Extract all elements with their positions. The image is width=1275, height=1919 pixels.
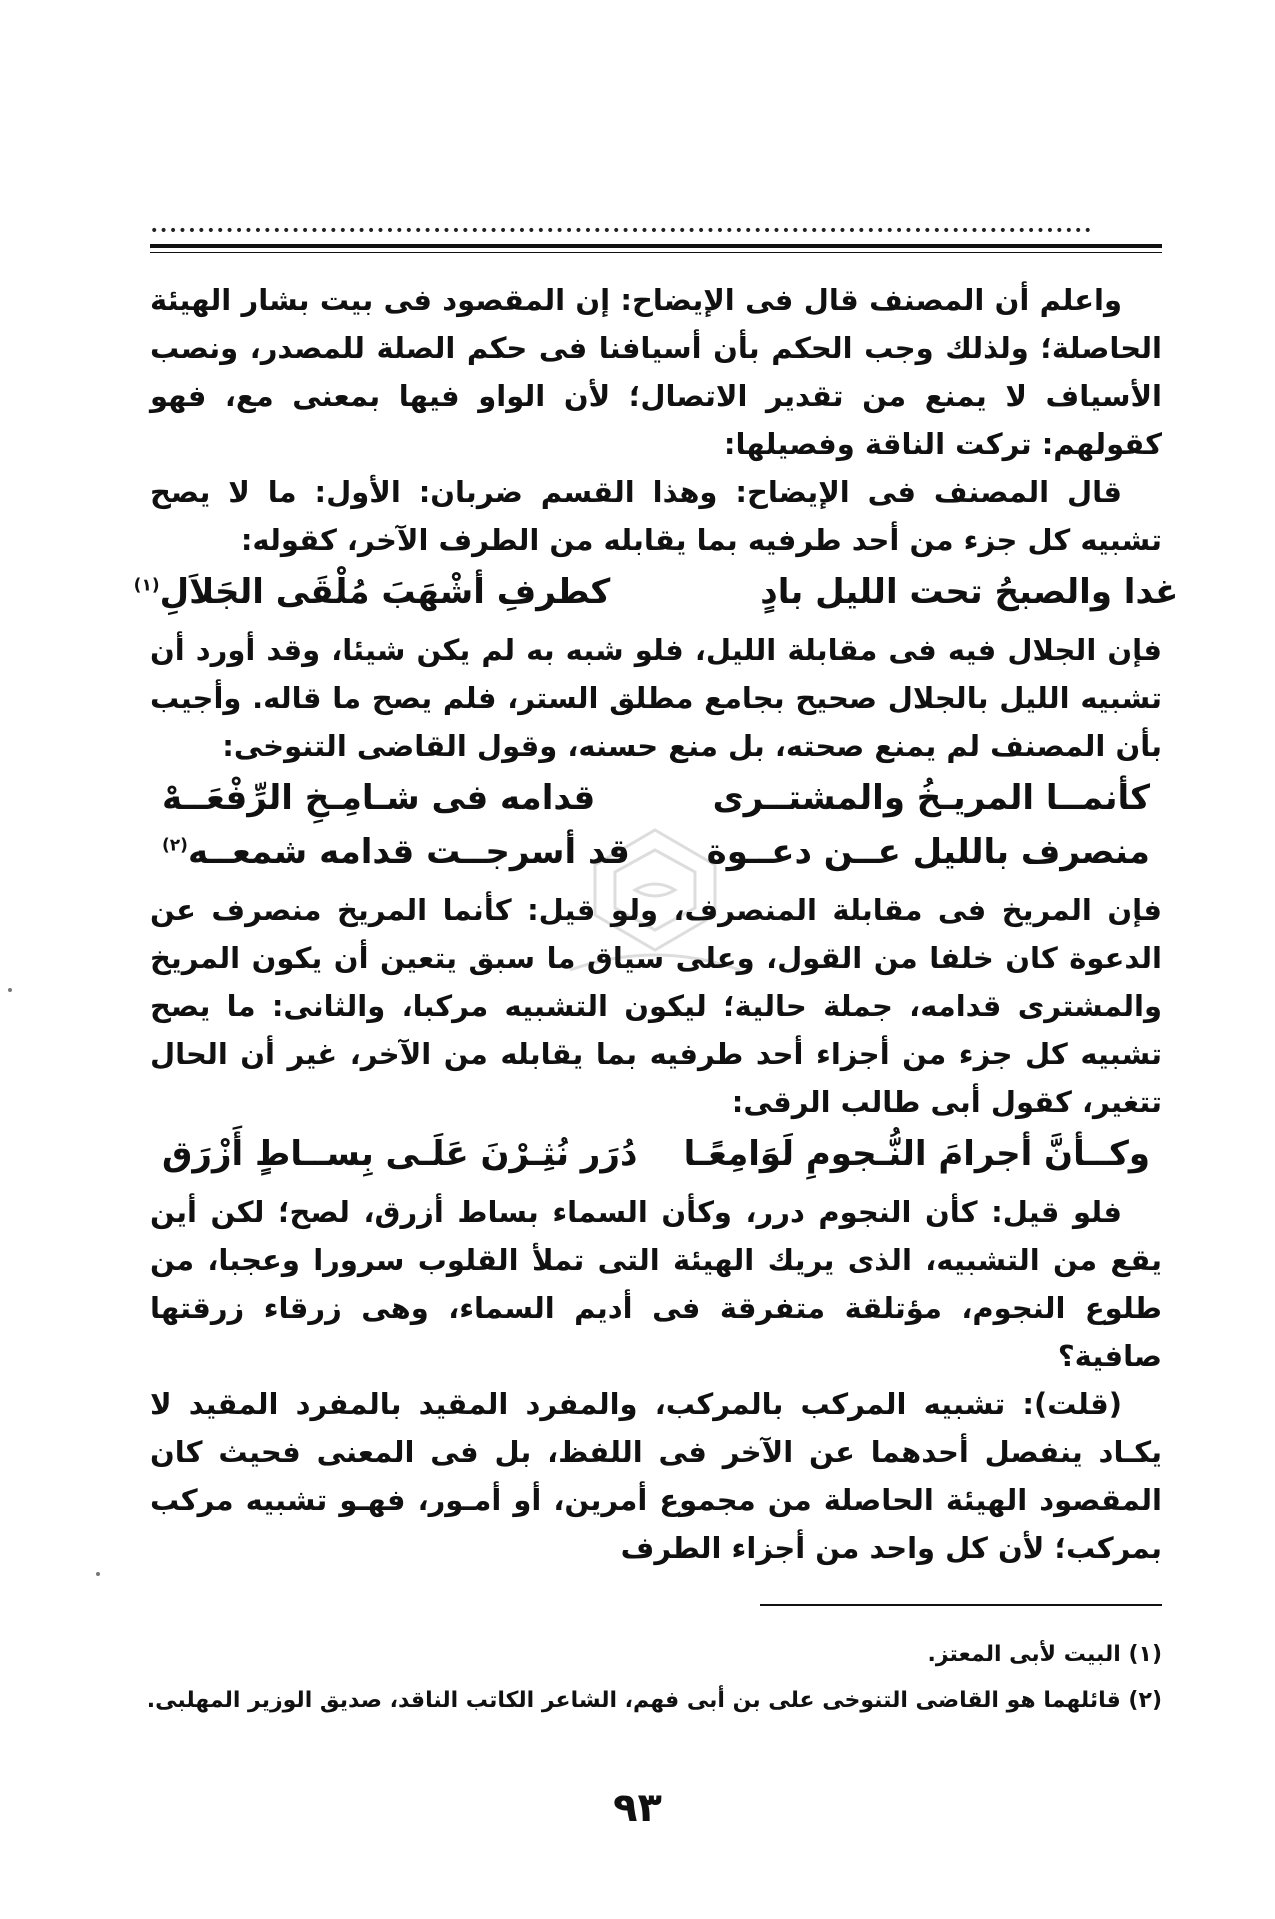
scan-speck [8, 988, 12, 992]
verse-2 [150, 778, 1162, 818]
verse-1-first-hemistich: غدا والصبحُ تحت الليل بادٍ [760, 572, 1179, 612]
verse-2-second-hemistich: قدامه فى شـامِـخِ الرِّفْعَــهْ [162, 778, 596, 818]
verse-1 [133, 572, 1179, 612]
verse-1-second-hemistich: كطرفِ أشْهَبَ مُلْقَى الجَلاَلِ$^{(١)}$ [133, 572, 611, 612]
footnotes [146, 1632, 1162, 1724]
paragraph-6: (قلت): تشبيه المركب بالمركب، والمفرد المقيد بالمفرد المقيد لا يكـاد ينفصل أحدهما عن الآخر فى اللفظ، بل فى المعنى فحيث كان المقصود الهيئة الحاصلة من مجموع أمرين، أو أمـور، فهـو تشبيه مركب بمركب؛ لأن كل واحد من أجزاء الطرف [150, 1387, 1162, 1565]
paragraph-2: قال المصنف فى الإيضاح: وهذا القسم ضربان: الأول: ما لا يصح تشبيه كل جزء من أحد طرفيه بما يقابله من الطرف الآخر، كقوله: [150, 475, 1162, 557]
footnote-2: (٢) قائلهما هو القاضى التنوخى على بن أبى فهم، الشاعر الكاتب الناقد، صديق الوزير المهلبى. [146, 1688, 1162, 1713]
verse-3 [150, 832, 1162, 872]
footnote-marker-2: (٢) [162, 835, 188, 856]
header-rule-thin [150, 252, 1162, 253]
paragraph-5: فلو قيل: كأن النجوم درر، وكأن السماء بساط أزرق، لصح؛ لكن أين يقع من التشبيه، الذى يريك الهيئة التى تملأ القلوب سرورا وعجبا، من طلوع النجوم، مؤتلقة متفرقة فى أديم السماء، وهى زرقاء زرقتها صافية؟ [150, 1195, 1162, 1373]
verse-4-second-hemistich: دُرَر نُثِـرْنَ عَلَـى بِســاطٍ أَزْرَق [162, 1134, 638, 1174]
paragraph-4: فإن المريخ فى مقابلة المنصرف، ولو قيل: كأنما المريخ منصرف عن الدعوة كان خلفا من القول، وعلى سياق ما سبق يتعين أن يكون المريخ والمشترى قدامه، جملة حالية؛ ليكون التشبيه مركبا، والثانى: ما يصح تشبيه كل جزء من أجزاء أحد طرفيه بما يقابله من الآخر، غير أن الحال تتغير، كقول أبى طالب الرقى: [150, 893, 1162, 1119]
verse-4 [150, 1134, 1162, 1174]
main-text-block [133, 276, 1179, 1572]
footnote-separator [760, 1604, 1162, 1606]
paragraph-3: فإن الجلال فيه فى مقابلة الليل، فلو شبه به لم يكن شيئا، وقد أورد أن تشبيه الليل بالجلال صحيح بجامع مطلق الستر، فلم يصح ما قاله. وأجيب بأن المصنف لم يمنع صحته، بل منع حسنه، وقول القاضى التنوخى: [150, 633, 1162, 763]
scan-speck [96, 1572, 100, 1576]
paragraph-1: واعلم أن المصنف قال فى الإيضاح: إن المقصود فى بيت بشار الهيئة الحاصلة؛ ولذلك وجب الحكم بأن أسيافنا فى حكم الصلة للمصدر، ونصب الأسياف لا يمنع من تقدير الاتصال؛ لأن الواو فيها بمعنى مع، فهو كقولهم: تركت الناقة وفصيلها: [150, 283, 1162, 461]
verse-2-first-hemistich: كأنمــا المريـخُ والمشتــرى [712, 778, 1150, 818]
footnote-1: (١) البيت لأبى المعتز. [927, 1642, 1162, 1667]
verse-3-first-hemistich: منصرف بالليل عــن دعــوة [706, 832, 1150, 872]
verse-4-first-hemistich: وكــأنَّ أجرامَ النُّـجومِ لَوَامِعًـا [683, 1134, 1150, 1174]
dotted-rule: •••••••••••••••••••••••••••••••••••••••••••••••••••••••••••••••••••••••••••••••••••••••••••••••••••• [150, 223, 1093, 239]
header-rule-thick [150, 244, 1162, 248]
page-number: ٩٣ [613, 1785, 662, 1831]
footnote-marker-1: (١) [133, 575, 160, 596]
verse-3-second-hemistich: قد أسرجــت قدامه شمعــه$^{(٢)}$ [162, 832, 630, 872]
